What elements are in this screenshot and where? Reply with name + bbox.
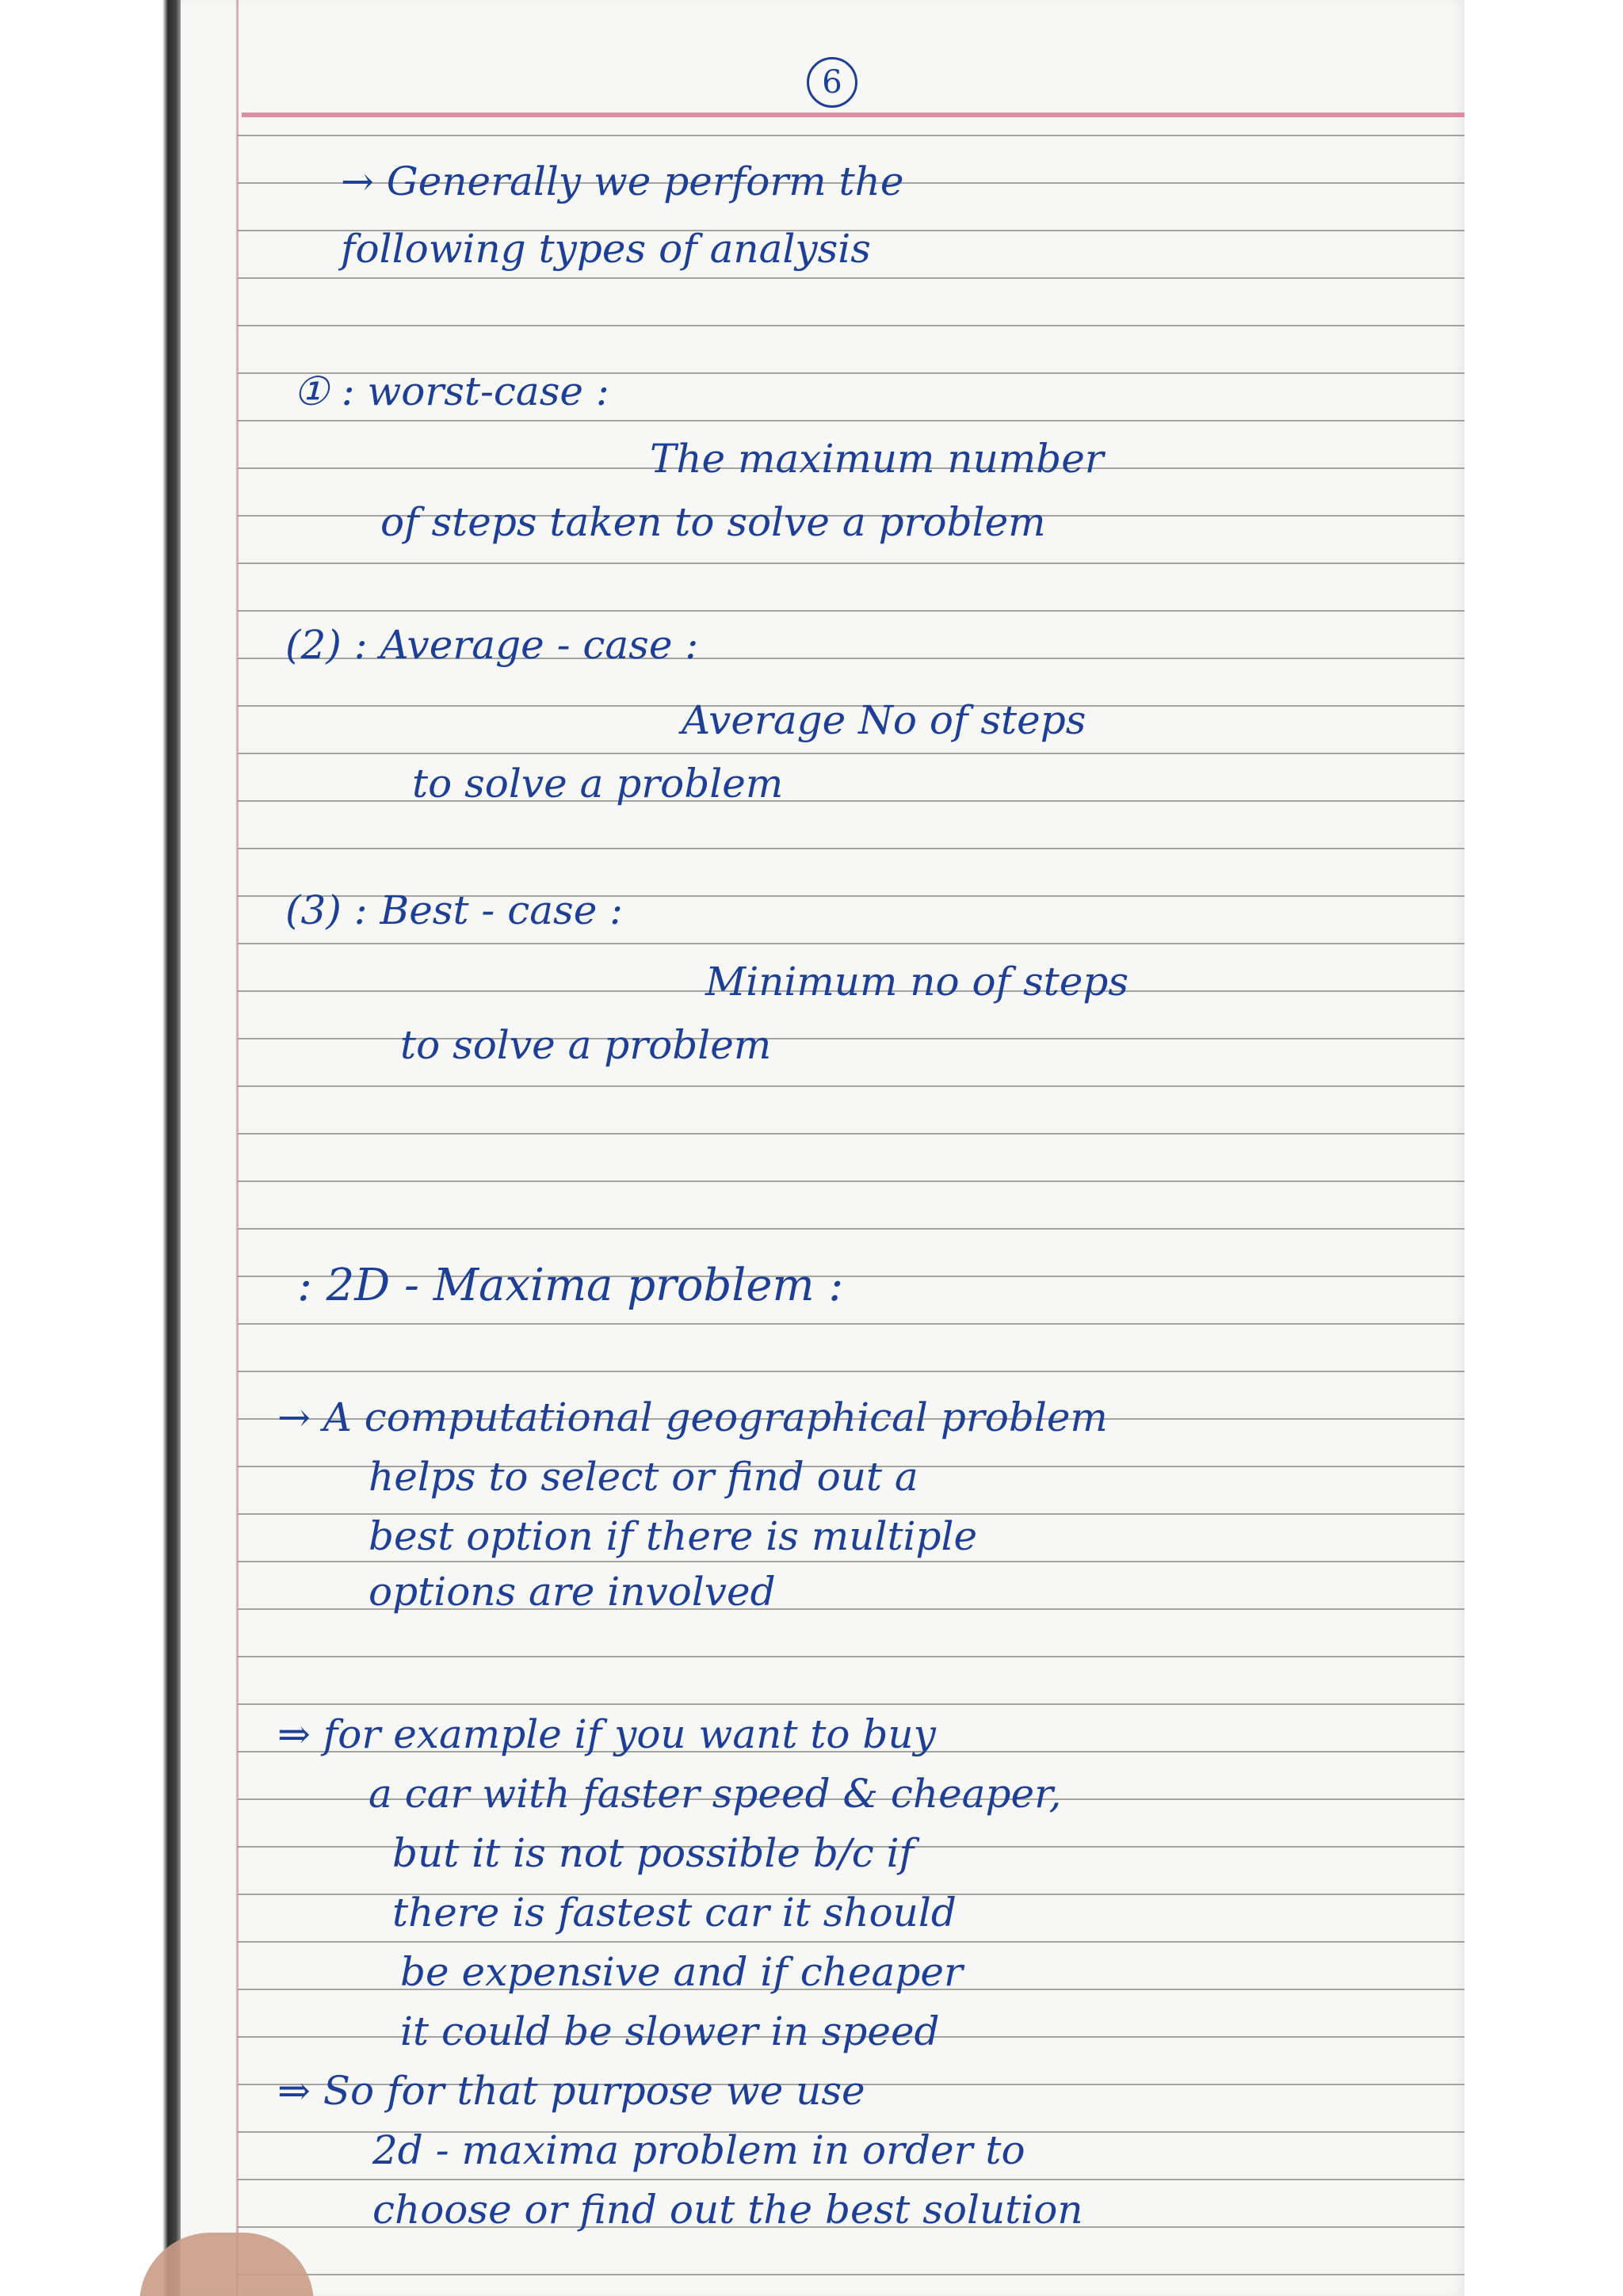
note-line-15: best option if there is multiple [369, 1513, 978, 1559]
ruled-line [238, 1323, 1465, 1325]
note-line-5: of steps taken to solve a problem [380, 499, 1046, 545]
header-line [242, 113, 1465, 117]
ruled-line [238, 2274, 1465, 2275]
ruled-line [238, 1656, 1465, 1657]
heading-worst-case: ① : worst-case : [293, 368, 609, 414]
note-line-14: helps to select or find out a [369, 1454, 918, 1500]
note-line-2: following types of analysis [341, 226, 871, 272]
ruled-line [238, 325, 1465, 326]
ruled-line [238, 563, 1465, 564]
note-line-17: ⇒ for example if you want to buy [277, 1711, 936, 1757]
note-line-7: Average No of steps [682, 697, 1086, 743]
page-background-right [1465, 0, 1623, 2296]
note-line-8: to solve a problem [412, 761, 784, 807]
ruled-line [238, 610, 1465, 612]
note-line-1: → Generally we perform the [341, 158, 904, 204]
ruled-line [238, 753, 1465, 754]
note-line-23: ⇒ So for that purpose we use [277, 2068, 865, 2114]
ruled-line [238, 277, 1465, 279]
notebook-binding-edge [0, 0, 182, 2296]
ruled-line [238, 1228, 1465, 1230]
ruled-line [238, 1561, 1465, 1562]
heading-best-case: (3) : Best - case : [285, 887, 624, 933]
ruled-line [238, 420, 1465, 421]
page-number: 6 [807, 57, 857, 108]
ruled-line [238, 2179, 1465, 2180]
note-line-11: to solve a problem [400, 1022, 772, 1068]
heading-2d-maxima: : 2D - Maxima problem : [297, 1260, 844, 1311]
ruled-line [238, 1133, 1465, 1135]
note-line-25: choose or find out the best solution [372, 2187, 1083, 2233]
ruled-line [238, 1371, 1465, 1372]
note-line-21: be expensive and if cheaper [400, 1949, 963, 1995]
note-line-24: 2d - maxima problem in order to [372, 2127, 1025, 2173]
note-line-20: there is fastest car it should [392, 1890, 957, 1936]
note-line-22: it could be slower in speed [400, 2008, 940, 2054]
note-line-10: Minimum no of steps [705, 959, 1129, 1005]
ruled-line [238, 135, 1465, 136]
ruled-line [238, 1703, 1465, 1705]
note-line-18: a car with faster speed & cheaper, [369, 1771, 1062, 1817]
heading-average-case: (2) : Average - case : [285, 622, 699, 668]
ruled-line [238, 848, 1465, 849]
margin-line [236, 0, 239, 2296]
ruled-line [238, 943, 1465, 944]
note-line-4: The maximum number [650, 436, 1104, 482]
ruled-line [238, 1941, 1465, 1943]
ruled-line [238, 1085, 1465, 1087]
note-line-16: options are involved [369, 1569, 776, 1615]
note-line-19: but it is not possible b/c if [392, 1830, 915, 1876]
ruled-line [238, 1180, 1465, 1182]
note-line-13: → A computational geographical problem [277, 1394, 1108, 1440]
